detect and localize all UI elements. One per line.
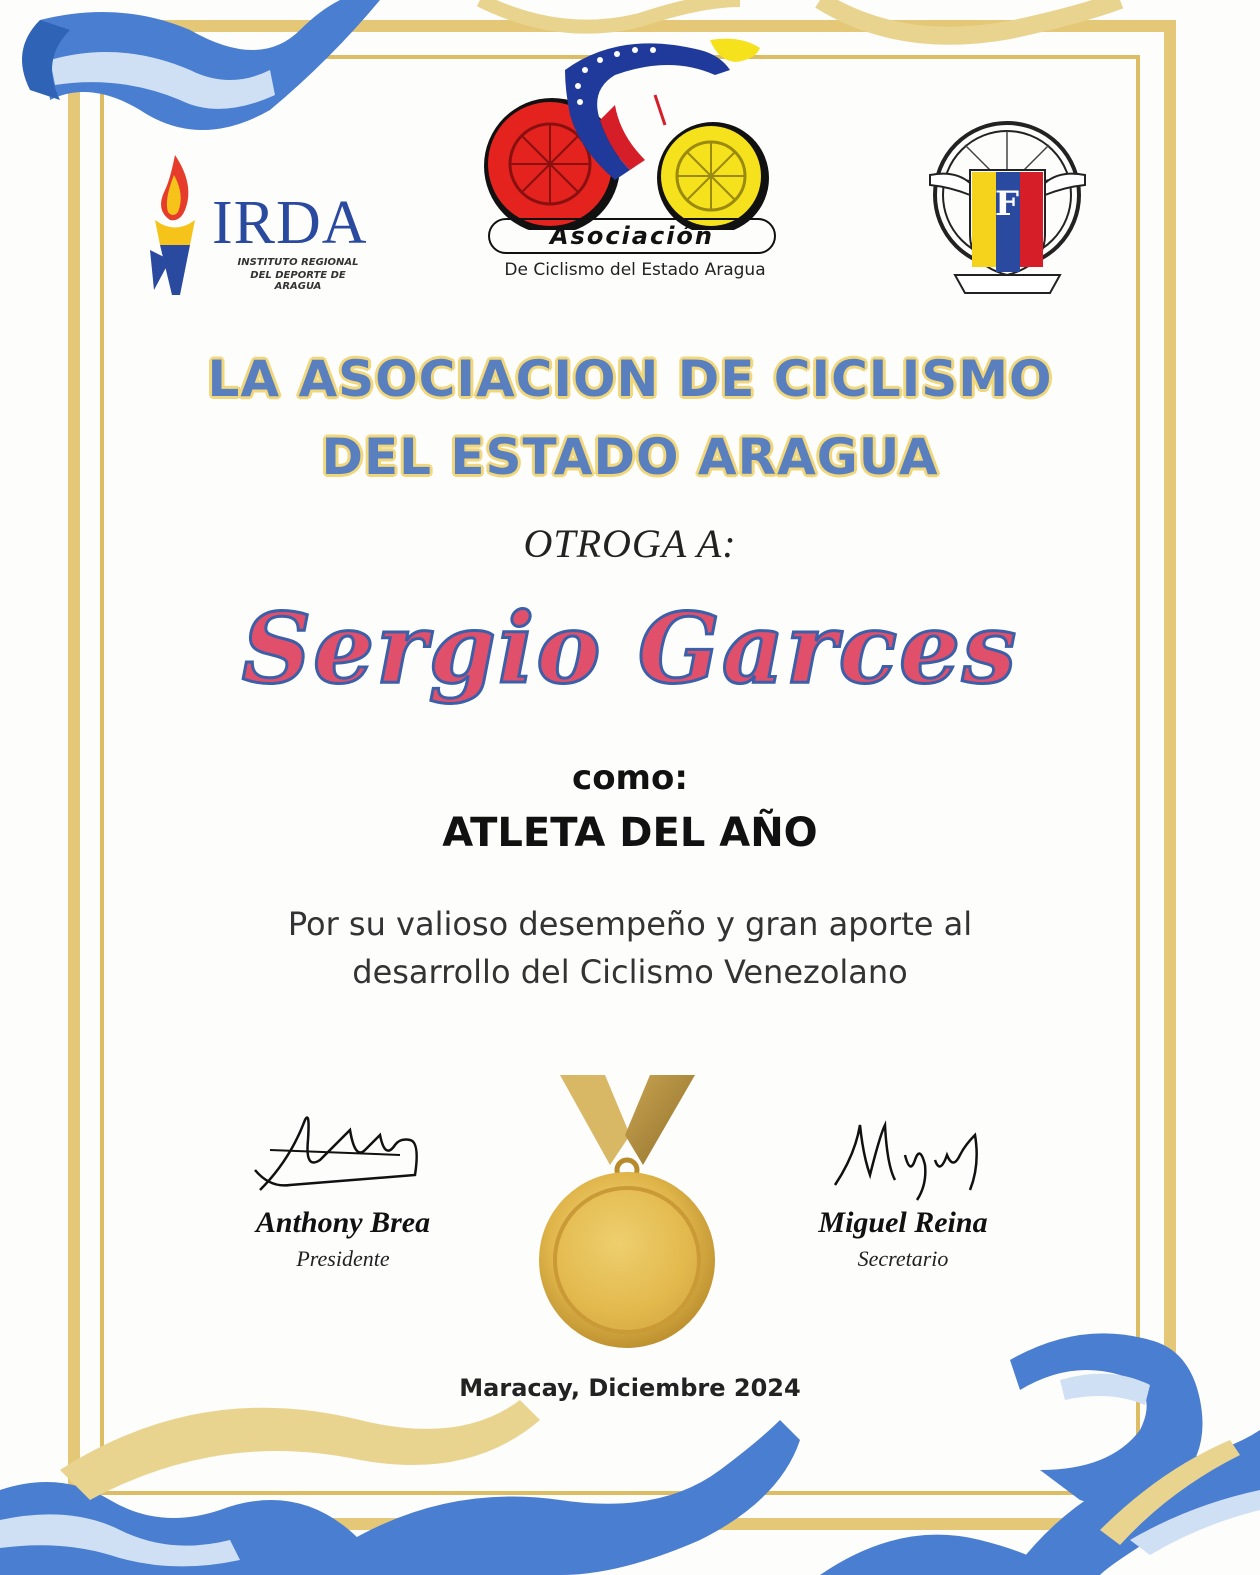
reason-line-2: desarrollo del Ciclismo Venezolano	[352, 953, 908, 991]
president-name: Anthony Brea	[255, 1206, 431, 1239]
award-reason	[130, 900, 1130, 996]
irda-acronym: IRDA	[212, 189, 368, 257]
secretary-name: Miguel Reina	[818, 1206, 988, 1239]
grant-label: OTROGA A:	[523, 521, 737, 566]
reason-line-1: Por su valioso desempeño y gran aporte al	[287, 905, 973, 943]
recipient-name: Sergio Garces	[241, 592, 1019, 705]
gold-medal-icon	[535, 1070, 720, 1355]
svg-text:F: F	[994, 184, 1020, 224]
cyclist-icon	[470, 30, 800, 230]
fvc-emblem-icon	[925, 115, 1090, 300]
association-badge: Asociación	[488, 218, 776, 254]
secretary-role: Secretario	[857, 1246, 949, 1271]
signature-president	[250, 1100, 430, 1210]
irda-subtitle-1: INSTITUTO REGIONAL	[237, 257, 359, 268]
title-line-2: DEL ESTADO ARAGUA	[321, 428, 939, 486]
irda-logo	[140, 150, 390, 300]
signature-secretary	[825, 1115, 995, 1205]
irda-subtitle-2: DEL DEPORTE DE ARAGUA	[250, 270, 346, 292]
torch-icon	[140, 150, 210, 300]
as-label: como:	[572, 758, 688, 798]
award-title: ATLETA DEL AÑO	[442, 810, 818, 856]
title-line-1: LA ASOCIACION DE CICLISMO	[207, 350, 1053, 408]
president-role: Presidente	[296, 1246, 390, 1271]
place-date: Maracay, Diciembre 2024	[459, 1374, 801, 1402]
association-logo	[470, 30, 800, 290]
certificate-title	[130, 340, 1130, 496]
fvc-logo	[925, 115, 1090, 300]
association-subtitle: De Ciclismo del Estado Aragua	[504, 260, 766, 280]
